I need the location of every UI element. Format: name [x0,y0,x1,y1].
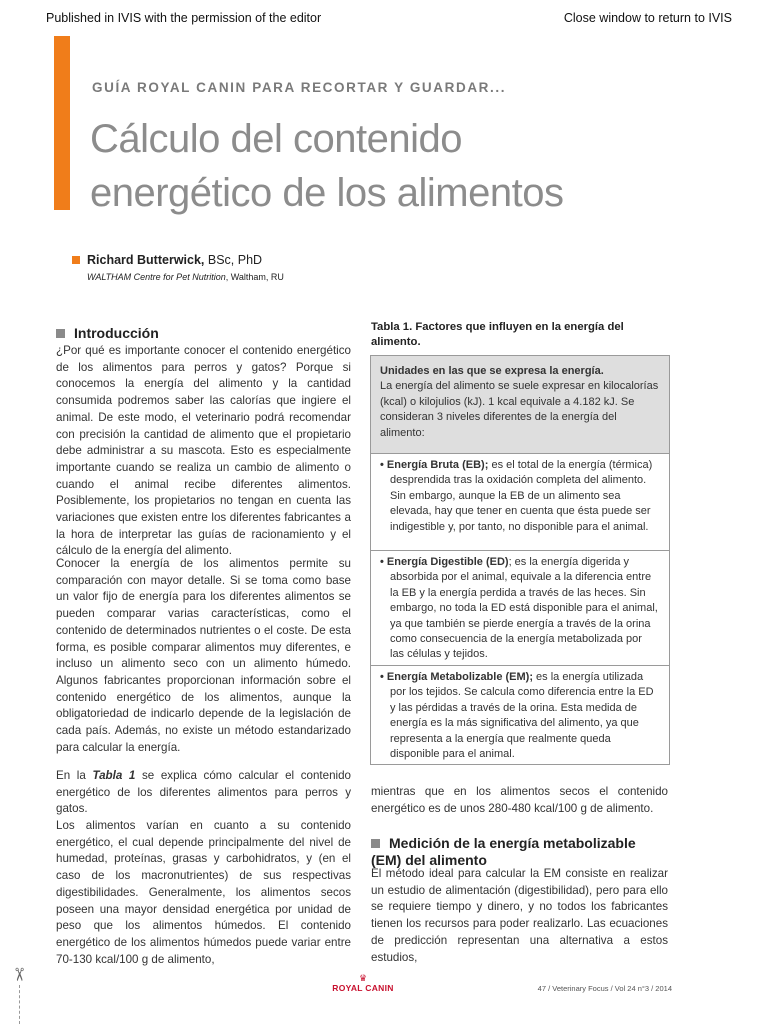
page-citation: 47 / Veterinary Focus / Vol 24 n°3 / 2014 [537,984,672,993]
table-row-text [380,555,659,663]
table-row-term: Energía Digestible (ED) [386,556,509,568]
affiliation-place: , Waltham, RU [225,272,284,282]
em-paragraph: El método ideal para calcular la EM consiste en realizar un estudio de alimentación (digestibilidad), pero para ello se requiere tiempo y dinero, y no todos los fabricantes tienen los recursos para poder realizarlo. Las ecuaciones de predicción representan una alternativa a estos estudios, [371,867,668,964]
table-ref-paragraph [56,768,351,818]
gray-square-icon [56,329,65,338]
orange-square-icon [72,256,80,264]
intro-paragraph: ¿Por qué es importante conocer el contenido energético de los alimentos para perros y gatos? Porque si conocemos la energía del alimento y la cantidad consumida podremos saber las calorías que ingiere el animal. De este modo, el veterinario podrá recomendar con precisión la cantidad de alimento que el propietario debe administrar a su mascota. Esto es especialmente importante cuando se realiza un cambio de alimento o cuando el animal recibe diferentes alimentos. Posiblemente, los propietarios no tengan en cuenta las variaciones que existen entre los diferentes fabricantes a la hora de interpretar las guías de racionamiento y el cálculo de la energía del alimento. [56,344,351,558]
table-row-gross-energy [371,453,669,550]
article-kicker: GUÍA ROYAL CANIN PARA RECORTAR Y GUARDAR... [92,80,507,95]
comparison-paragraph: Conocer la energía de los alimentos permite su comparación con mayor detalle. Si se toma como base un valor fijo de energía para los diferentes alimentos se pueden comparar varias características, como el contenido de determinados nutrientes o el coste. De esta forma, es posible comparar alimentos muy diferentes, e incluso un alimento seco con un alimento húmedo. Algunos fabricantes proporcionan información sobre el contenido energético de los alimentos, aunque la obligatoriedad de indicarlo depende de la legislación de cada país. Además, no existe un método estandarizado para calcular la energía. [56,557,351,754]
table-row-digestible-energy [371,550,669,665]
brand-name: ROYAL CANIN [332,983,394,993]
bullet-icon: • [380,556,384,568]
affiliation-org: WALTHAM Centre for Pet Nutrition [87,272,226,282]
accent-bar [54,36,70,210]
table-row-metabolizable-energy [371,665,669,764]
gray-square-icon [371,839,380,848]
dry-food-paragraph: mientras que en los alimentos secos el contenido energético es de unos 280-480 kcal/100 g de alimento. [371,785,668,815]
table-ref-pre: En la [56,769,93,782]
energy-content-paragraph: Los alimentos varían en cuanto a su contenido energético, el cual depende principalmente del nivel de humedad, proteínas, grasas y carbohidratos, y (en el caso de los macronutrientes) de sus respectivas digestibilidades. Generalmente, los alimentos secos poseen una mayor densidad energética por unidad de peso que los alimentos húmedos. El contenido energético de los alimentos húmedos puede variar entre 70-130 kcal/100 g de alimento, [56,819,351,966]
author-affiliation [87,272,284,282]
bullet-icon: • [380,459,384,471]
em-heading-line-1: Medición de la energía metabolizable [389,835,636,851]
em-heading-line-2: (EM) del alimento [371,852,487,868]
title-line-1: Cálculo del contenido [90,117,462,161]
cut-line [19,985,21,1024]
table-row-desc: es el total de la energía (térmica) desprendida tras la oxidación completa del alimento. Sin embargo, aunque la EB de un alimento sea elevada, hay que tener en cuenta que ésta puede ser indigestible y, por tanto, no disponible para el animal. [390,459,653,533]
table-header-row [371,356,669,453]
table-header-body: La energía del alimento se suele expresar en kilocalorías (kcal) o kilojulios (kJ). 1 kcal equivale a 4.182 kJ. Se consideran 3 niveles diferentes de la energía del alimento: [380,380,659,439]
author-name: Richard Butterwick, [87,253,205,267]
intro-heading-text: Introducción [74,325,159,341]
table-row-desc: es la energía utilizada por los tejidos. Se calcula como diferencia entre la ED y las pérdidas a través de la orina. Esta medida de energía es la más significativa del alimento, ya que representa a la energía que realmente queda disponible para el animal. [390,671,654,761]
article-title [90,112,563,220]
intro-heading [56,325,159,341]
table-row-desc: ; es la energía digerida y absorbida por el animal, equivale a la diferencia entre la EB y la energía perdida a través de las heces. Sin embargo, no toda la ED está disponible para el animal, ya que también se pierde energía a través de la orina como consecuencia de la energía metabolizada por las células y tejidos. [390,556,658,661]
close-window-link[interactable]: Close window to return to IVIS [563,11,732,25]
table-caption: Tabla 1. Factores que influyen en la energía del alimento. [371,321,624,348]
royal-canin-logo [332,974,394,993]
table-row-term: Energía Metabolizable (EM); [386,671,533,683]
table-row-text [380,670,659,762]
author-line [72,253,262,267]
scissors-icon: ✂ [9,966,30,983]
crown-icon: ♛ [358,973,368,983]
bullet-icon: • [380,671,384,683]
table-row-term: Energía Bruta (EB); [386,459,489,471]
table-header-title: Unidades en las que se expresa la energía. [380,365,604,377]
table-ref-post: se explica cómo calcular el contenido energético de los diferentes alimentos para perros y gatos. [56,769,351,816]
ivis-permission-link[interactable]: Published in IVIS with the permission of the editor [46,11,322,25]
em-heading [371,835,671,869]
title-line-2: energético de los alimentos [90,171,564,215]
author-degrees: BSc, PhD [204,253,263,267]
table-row-text [380,458,659,535]
table-1-link[interactable]: Tabla 1 [92,769,136,782]
energy-factors-table [370,355,670,765]
